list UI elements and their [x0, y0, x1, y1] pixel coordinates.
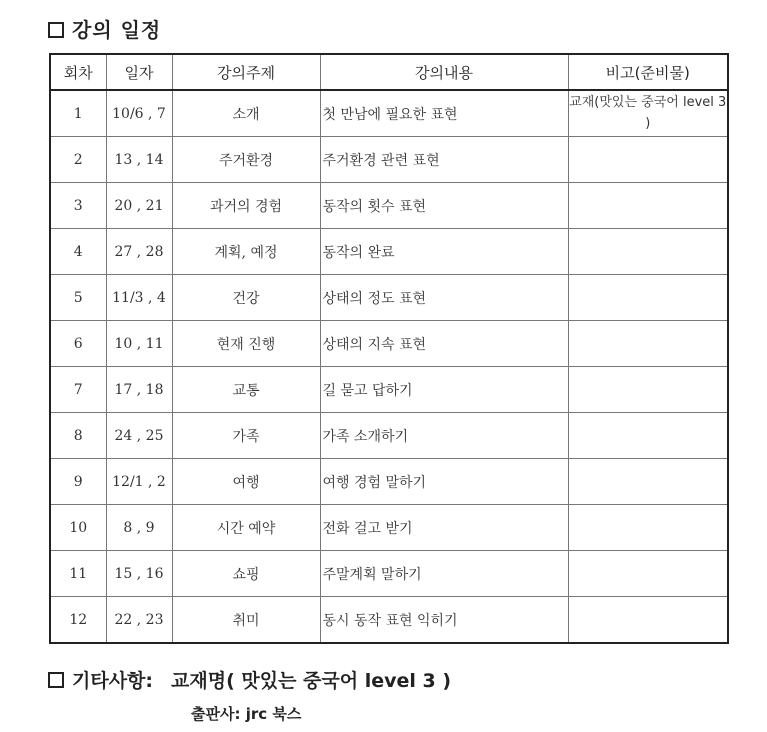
cell-no: 5 [50, 275, 106, 321]
cell-note [568, 367, 728, 413]
cell-no: 2 [50, 137, 106, 183]
footer-publisher: 출판사: jrc 북스 [191, 705, 302, 723]
cell-date: 15 , 16 [106, 551, 172, 597]
cell-date: 10 , 11 [106, 321, 172, 367]
cell-no: 7 [50, 367, 106, 413]
footer-label: 기타사항: [72, 670, 154, 692]
cell-no: 11 [50, 551, 106, 597]
cell-topic: 건강 [172, 275, 320, 321]
cell-no: 10 [50, 505, 106, 551]
table-row [50, 459, 728, 505]
cell-content: 길 묻고 답하기 [320, 367, 568, 413]
footer-textbook: 교재명( 맛있는 중국어 level 3 ) [171, 670, 452, 692]
cell-note [568, 229, 728, 275]
cell-topic: 시간 예약 [172, 505, 320, 551]
cell-date: 24 , 25 [106, 413, 172, 459]
cell-topic: 교통 [172, 367, 320, 413]
table-row [50, 505, 728, 551]
cell-no: 8 [50, 413, 106, 459]
table-row [50, 137, 728, 183]
checkbox-icon [48, 22, 64, 38]
cell-content: 가족 소개하기 [320, 413, 568, 459]
cell-no: 12 [50, 597, 106, 644]
cell-content: 동시 동작 표현 익히기 [320, 597, 568, 644]
schedule-table [49, 53, 729, 644]
table-row [50, 413, 728, 459]
cell-date: 20 , 21 [106, 183, 172, 229]
cell-content: 상태의 지속 표현 [320, 321, 568, 367]
cell-content: 주말계획 말하기 [320, 551, 568, 597]
cell-note [568, 597, 728, 644]
cell-topic: 여행 [172, 459, 320, 505]
cell-date: 11/3 , 4 [106, 275, 172, 321]
header-topic: 강의주제 [172, 54, 320, 90]
cell-content: 전화 걸고 받기 [320, 505, 568, 551]
cell-note [568, 459, 728, 505]
table-row [50, 183, 728, 229]
section-title-text: 강의 일정 [72, 18, 162, 42]
cell-no: 6 [50, 321, 106, 367]
cell-note [568, 551, 728, 597]
cell-date: 13 , 14 [106, 137, 172, 183]
cell-note [568, 413, 728, 459]
table-row [50, 229, 728, 275]
header-no: 회차 [50, 54, 106, 90]
cell-content: 상태의 정도 표현 [320, 275, 568, 321]
cell-content: 동작의 완료 [320, 229, 568, 275]
header-note: 비고(준비물) [568, 54, 728, 90]
cell-note: 교재(맛있는 중국어 level 3 ) [568, 90, 728, 137]
cell-topic: 쇼핑 [172, 551, 320, 597]
table-row [50, 90, 728, 137]
cell-topic: 과거의 경험 [172, 183, 320, 229]
cell-topic: 취미 [172, 597, 320, 644]
table-row [50, 551, 728, 597]
cell-no: 3 [50, 183, 106, 229]
cell-content: 첫 만남에 필요한 표현 [320, 90, 568, 137]
cell-content: 동작의 횟수 표현 [320, 183, 568, 229]
cell-date: 22 , 23 [106, 597, 172, 644]
table-header-row [50, 54, 728, 90]
table-row [50, 597, 728, 644]
table-row [50, 275, 728, 321]
footer-textbook-line [48, 666, 451, 693]
cell-note [568, 137, 728, 183]
cell-date: 8 , 9 [106, 505, 172, 551]
cell-content: 주거환경 관련 표현 [320, 137, 568, 183]
cell-note [568, 505, 728, 551]
cell-topic: 가족 [172, 413, 320, 459]
checkbox-icon [48, 672, 64, 688]
cell-note [568, 275, 728, 321]
cell-note [568, 183, 728, 229]
cell-no: 1 [50, 90, 106, 137]
header-content: 강의내용 [320, 54, 568, 90]
table-row [50, 367, 728, 413]
section-title [48, 14, 161, 43]
cell-date: 27 , 28 [106, 229, 172, 275]
cell-date: 17 , 18 [106, 367, 172, 413]
cell-topic: 주거환경 [172, 137, 320, 183]
header-date: 일자 [106, 54, 172, 90]
cell-date: 12/1 , 2 [106, 459, 172, 505]
table-row [50, 321, 728, 367]
cell-no: 4 [50, 229, 106, 275]
cell-topic: 소개 [172, 90, 320, 137]
cell-topic: 계획, 예정 [172, 229, 320, 275]
cell-note [568, 321, 728, 367]
cell-topic: 현재 진행 [172, 321, 320, 367]
cell-content: 여행 경험 말하기 [320, 459, 568, 505]
cell-date: 10/6 , 7 [106, 90, 172, 137]
cell-no: 9 [50, 459, 106, 505]
